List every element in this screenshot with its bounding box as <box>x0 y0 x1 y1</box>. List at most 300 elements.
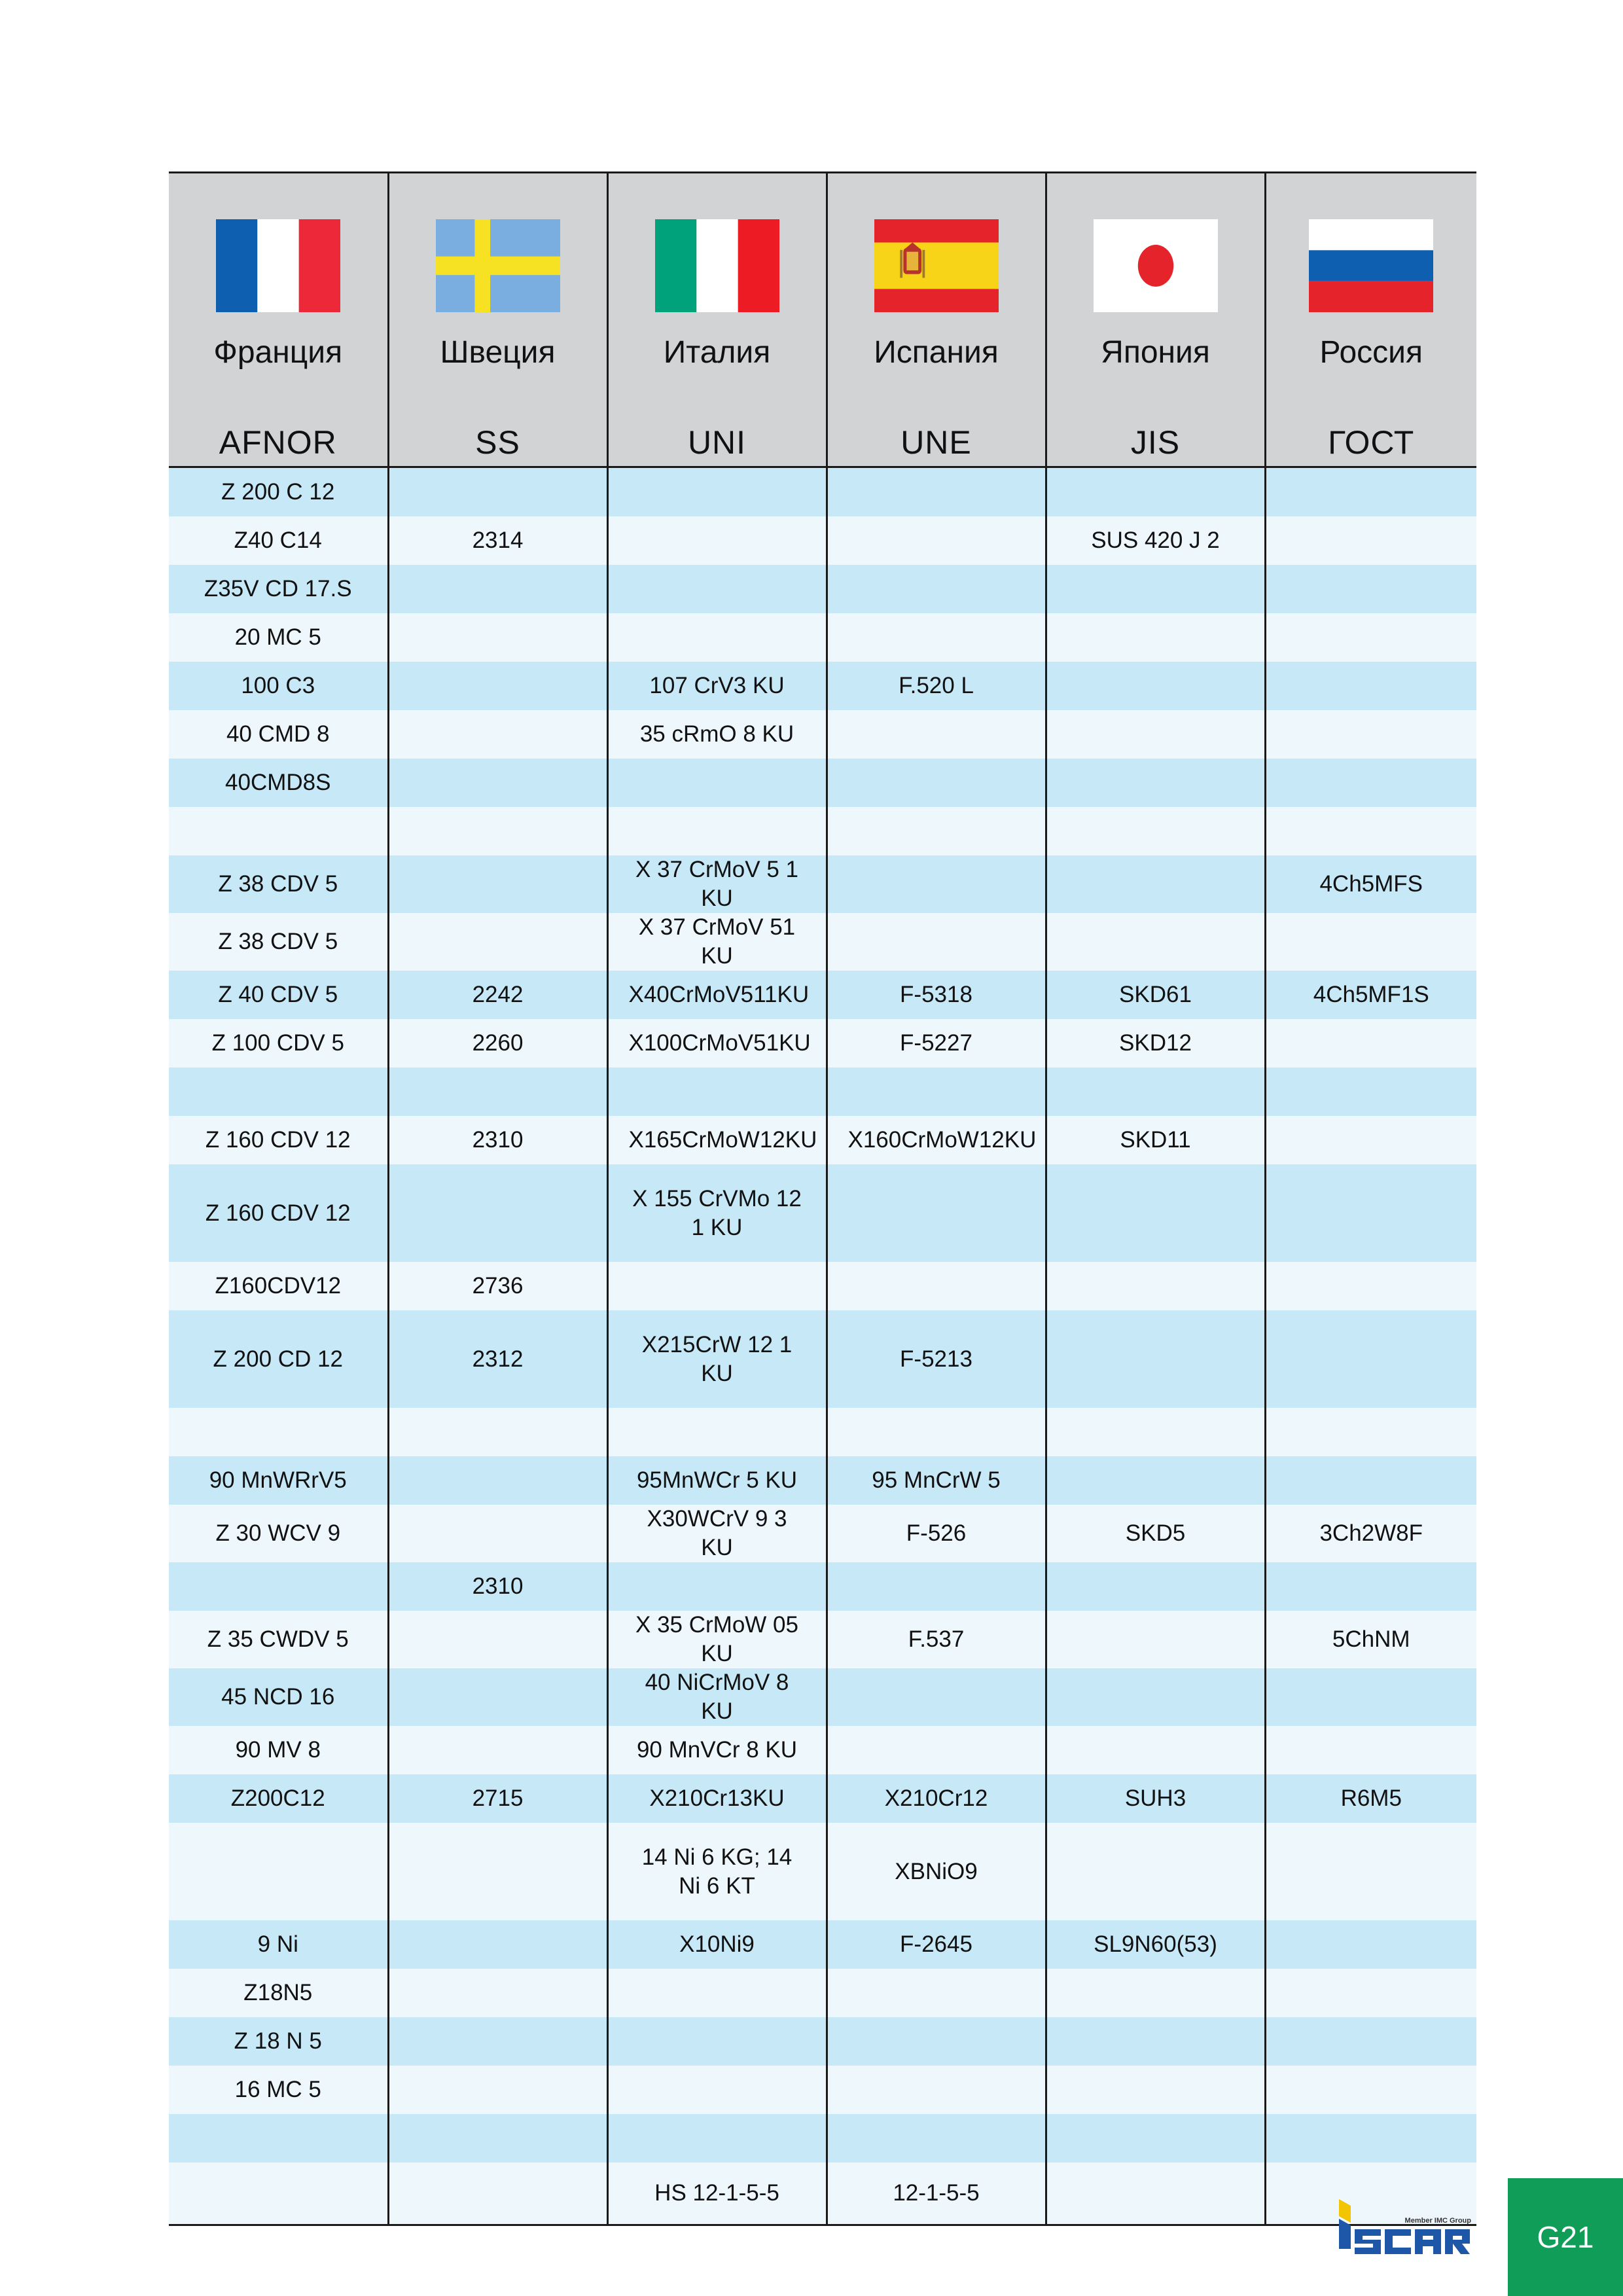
table-row <box>169 1611 1476 1668</box>
grade-cell-jis <box>1046 1164 1265 1262</box>
grade-cell-гост <box>1265 1456 1476 1505</box>
grade-value: Z 160 CDV 12 <box>205 1200 351 1226</box>
grade-value: F-526 <box>906 1520 967 1546</box>
grade-cell-uni <box>607 1164 827 1262</box>
grade-value: X160CrMoW12KU <box>847 1127 1037 1153</box>
column-header-sweden <box>388 173 607 467</box>
grade-cell-гост <box>1265 1774 1476 1823</box>
grade-cell-jis <box>1046 1774 1265 1823</box>
grade-cell-ss <box>388 2162 607 2225</box>
grade-cell-afnor <box>169 1408 388 1456</box>
grade-value: SKD5 <box>1125 1520 1186 1546</box>
grade-cell-jis <box>1046 1408 1265 1456</box>
grade-cell-гост <box>1265 1920 1476 1969</box>
sweden-flag-icon <box>436 219 560 312</box>
iscar-logo <box>1336 2197 1472 2257</box>
grade-cell-ss <box>388 1164 607 1262</box>
grade-cell-uni <box>607 1408 827 1456</box>
grade-value: 2314 <box>472 528 524 553</box>
grade-value: 100 C3 <box>241 673 315 698</box>
standard-label: JIS <box>1130 424 1181 461</box>
grade-cell-une <box>827 1668 1046 1726</box>
grade-cell-une <box>827 1562 1046 1611</box>
grade-cell-une <box>827 710 1046 759</box>
grade-cell-une <box>827 1505 1046 1562</box>
grade-cell-гост <box>1265 1668 1476 1726</box>
table-row <box>169 1969 1476 2017</box>
grade-cell-uni <box>607 710 827 759</box>
grade-cell-jis <box>1046 1823 1265 1920</box>
grade-cell-ss <box>388 710 607 759</box>
grade-cell-гост <box>1265 2114 1476 2162</box>
grade-cell-ss <box>388 2114 607 2162</box>
grade-cell-une <box>827 1920 1046 1969</box>
grade-cell-afnor <box>169 1262 388 1310</box>
table-row <box>169 613 1476 662</box>
logo-tagline: Member IMC Group <box>1404 2217 1471 2225</box>
grade-value: Z 35 CWDV 5 <box>207 1626 349 1652</box>
grade-cell-jis <box>1046 1920 1265 1969</box>
standard-label: UNE <box>901 424 972 461</box>
table-row <box>169 565 1476 613</box>
grade-cell-une <box>827 1823 1046 1920</box>
grade-cell-uni <box>607 2162 827 2225</box>
grade-cell-гост <box>1265 807 1476 855</box>
grade-cell-une <box>827 1116 1046 1164</box>
grade-cell-afnor <box>169 855 388 913</box>
grade-value: Z 38 CDV 5 <box>218 871 338 897</box>
grade-cell-afnor <box>169 662 388 710</box>
grade-cell-une <box>827 1774 1046 1823</box>
grade-cell-ss <box>388 913 607 971</box>
grade-cell-jis <box>1046 1019 1265 1067</box>
grade-value: 35 cRmO 8 KU <box>639 721 794 747</box>
grade-cell-гост <box>1265 1019 1476 1067</box>
grade-cell-une <box>827 2162 1046 2225</box>
grade-cell-jis <box>1046 1310 1265 1408</box>
grade-cell-гост <box>1265 2066 1476 2114</box>
table-row <box>169 1456 1476 1505</box>
grade-cell-jis <box>1046 710 1265 759</box>
grade-cell-uni <box>607 1505 827 1562</box>
grade-cell-uni <box>607 1611 827 1668</box>
grade-value: SKD12 <box>1119 1030 1192 1056</box>
grade-cell-afnor <box>169 1164 388 1262</box>
grade-cell-afnor <box>169 1920 388 1969</box>
grade-cell-afnor <box>169 2114 388 2162</box>
grade-cell-ss <box>388 759 607 807</box>
grade-cell-ss <box>388 2017 607 2066</box>
grade-cell-uni <box>607 1920 827 1969</box>
grade-cell-ss <box>388 1116 607 1164</box>
grade-cell-uni <box>607 1019 827 1067</box>
grade-value: 16 MC 5 <box>234 2077 321 2102</box>
grade-value: X30WCrV 9 3 KU <box>647 1506 787 1560</box>
grade-cell-une <box>827 2066 1046 2114</box>
grade-cell-afnor <box>169 759 388 807</box>
grade-cell-ss <box>388 1726 607 1774</box>
table-row <box>169 807 1476 855</box>
grade-cell-uni <box>607 1456 827 1505</box>
grade-cell-ss <box>388 1505 607 1562</box>
grade-value: SUH3 <box>1124 1785 1186 1811</box>
grade-cell-une <box>827 1164 1046 1262</box>
table-row <box>169 1774 1476 1823</box>
grade-cell-jis <box>1046 1562 1265 1611</box>
grade-cell-ss <box>388 516 607 565</box>
grade-cell-jis <box>1046 467 1265 517</box>
grade-cell-afnor <box>169 1823 388 1920</box>
grade-cell-une <box>827 1310 1046 1408</box>
grade-cell-une <box>827 1611 1046 1668</box>
italy-flag-icon <box>655 219 779 312</box>
grade-value: 95 MnCrW 5 <box>872 1467 1001 1493</box>
grade-cell-гост <box>1265 971 1476 1019</box>
grade-value: X210Cr13KU <box>649 1785 785 1811</box>
table-row <box>169 1408 1476 1456</box>
grade-cell-uni <box>607 1116 827 1164</box>
grade-value: F-5318 <box>900 982 972 1007</box>
grade-cell-uni <box>607 1774 827 1823</box>
grade-cell-uni <box>607 467 827 517</box>
table-row <box>169 1823 1476 1920</box>
grade-cell-jis <box>1046 1611 1265 1668</box>
grade-value: Z160CDV12 <box>215 1273 342 1299</box>
page-number-tab <box>1508 2178 1623 2296</box>
grade-cell-ss <box>388 1611 607 1668</box>
table-row <box>169 913 1476 971</box>
grade-cell-une <box>827 913 1046 971</box>
grade-value: Z 40 CDV 5 <box>218 982 338 1007</box>
grade-value: X 37 CrMoV 51 KU <box>638 914 796 969</box>
grade-value: 20 MC 5 <box>234 624 321 650</box>
table-row <box>169 1726 1476 1774</box>
grade-cell-ss <box>388 1408 607 1456</box>
grade-cell-jis <box>1046 1116 1265 1164</box>
grade-cell-uni <box>607 2017 827 2066</box>
grade-cell-jis <box>1046 1067 1265 1116</box>
grade-cell-afnor <box>169 807 388 855</box>
grade-cell-гост <box>1265 1505 1476 1562</box>
grade-cell-гост <box>1265 1562 1476 1611</box>
grade-cell-jis <box>1046 565 1265 613</box>
grade-cell-jis <box>1046 2114 1265 2162</box>
grade-cell-afnor <box>169 913 388 971</box>
table-row <box>169 1116 1476 1164</box>
country-label: Швеция <box>440 335 556 370</box>
table-row <box>169 971 1476 1019</box>
grade-value: 45 NCD 16 <box>221 1684 335 1710</box>
grade-cell-jis <box>1046 759 1265 807</box>
grade-value: F-5213 <box>900 1346 972 1372</box>
grade-value: F-2645 <box>900 1931 972 1957</box>
grade-cell-une <box>827 1969 1046 2017</box>
grade-value: Z 38 CDV 5 <box>218 929 338 954</box>
table-row <box>169 2162 1476 2225</box>
grade-value: X100CrMoV51KU <box>628 1030 811 1056</box>
standard-label: AFNOR <box>219 424 337 461</box>
grade-cell-jis <box>1046 971 1265 1019</box>
grade-cell-гост <box>1265 1067 1476 1116</box>
table-row <box>169 467 1476 517</box>
grade-cell-une <box>827 807 1046 855</box>
grade-cell-ss <box>388 971 607 1019</box>
page-number: G21 <box>1537 2220 1594 2254</box>
grade-cell-гост <box>1265 1611 1476 1668</box>
grade-cell-afnor <box>169 1562 388 1611</box>
country-label: Россия <box>1319 335 1423 370</box>
grade-value: R6M5 <box>1340 1785 1402 1811</box>
grade-value: 90 MnWRrV5 <box>209 1467 347 1493</box>
standard-label: UNI <box>687 424 747 461</box>
grade-value: F.537 <box>908 1626 965 1652</box>
grade-value: 14 Ni 6 KG; 14 Ni 6 KT <box>641 1844 793 1899</box>
table-row <box>169 1262 1476 1310</box>
grade-cell-ss <box>388 1920 607 1969</box>
grade-cell-afnor <box>169 1116 388 1164</box>
grade-value: 2242 <box>472 982 524 1007</box>
grade-cell-jis <box>1046 1668 1265 1726</box>
grade-cell-uni <box>607 1969 827 2017</box>
grade-cell-uni <box>607 613 827 662</box>
grade-value: Z 160 CDV 12 <box>205 1127 351 1153</box>
table-row <box>169 2017 1476 2066</box>
grade-cell-afnor <box>169 516 388 565</box>
grade-cell-гост <box>1265 1823 1476 1920</box>
russia-flag-icon <box>1309 219 1433 312</box>
grade-cell-afnor <box>169 710 388 759</box>
grade-cell-afnor <box>169 1067 388 1116</box>
country-label: Испания <box>874 335 999 370</box>
grade-cell-uni <box>607 2066 827 2114</box>
column-header-spain <box>827 173 1046 467</box>
grade-cell-ss <box>388 1823 607 1920</box>
grade-cell-uni <box>607 913 827 971</box>
grade-cell-jis <box>1046 2162 1265 2225</box>
grade-cell-ss <box>388 1019 607 1067</box>
table-row <box>169 1019 1476 1067</box>
grade-value: X165CrMoW12KU <box>628 1127 817 1153</box>
grade-value: HS 12-1-5-5 <box>654 2180 779 2206</box>
grade-value: Z 100 CDV 5 <box>211 1030 344 1056</box>
grade-cell-ss <box>388 565 607 613</box>
grade-value: 9 Ni <box>257 1931 298 1957</box>
column-header-russia <box>1265 173 1476 467</box>
grade-cell-afnor <box>169 1456 388 1505</box>
table-body <box>169 467 1476 2225</box>
grade-cell-гост <box>1265 1408 1476 1456</box>
grade-cell-afnor <box>169 2017 388 2066</box>
grade-cell-une <box>827 467 1046 517</box>
grade-cell-гост <box>1265 613 1476 662</box>
grade-cell-jis <box>1046 613 1265 662</box>
table-row <box>169 2114 1476 2162</box>
grade-value: F.520 L <box>899 673 974 698</box>
table-row <box>169 710 1476 759</box>
grade-cell-afnor <box>169 971 388 1019</box>
grade-cell-гост <box>1265 1310 1476 1408</box>
grade-value: 2310 <box>472 1127 524 1153</box>
country-label: Франция <box>213 335 343 370</box>
country-label: Япония <box>1101 335 1210 370</box>
grade-cell-uni <box>607 1562 827 1611</box>
grade-cell-jis <box>1046 1262 1265 1310</box>
grade-cell-гост <box>1265 913 1476 971</box>
grade-value: F-5227 <box>900 1030 972 1056</box>
grade-cell-afnor <box>169 1505 388 1562</box>
table-row <box>169 855 1476 913</box>
column-header-japan <box>1046 173 1265 467</box>
standard-label: ГОСТ <box>1328 424 1415 461</box>
grade-cell-uni <box>607 565 827 613</box>
grade-cell-гост <box>1265 1164 1476 1262</box>
grade-cell-une <box>827 565 1046 613</box>
grade-value: Z 18 N 5 <box>234 2028 322 2054</box>
standard-label: SS <box>475 424 520 461</box>
grade-cell-uni <box>607 1310 827 1408</box>
grade-value: 2312 <box>472 1346 524 1372</box>
grade-cell-гост <box>1265 759 1476 807</box>
grade-cell-jis <box>1046 2017 1265 2066</box>
grade-value: X 155 CrVMo 12 1 KU <box>632 1185 802 1240</box>
grade-value: Z 30 WCV 9 <box>215 1520 341 1546</box>
grade-cell-jis <box>1046 1456 1265 1505</box>
grade-value: 95MnWCr 5 KU <box>636 1467 798 1493</box>
grade-cell-ss <box>388 1969 607 2017</box>
grade-value: 40 CMD 8 <box>226 721 330 747</box>
grade-value: 40CMD8S <box>225 770 331 795</box>
grade-cell-uni <box>607 855 827 913</box>
grade-value: 4Ch5MF1S <box>1313 982 1429 1007</box>
grade-cell-une <box>827 759 1046 807</box>
grade-cell-afnor <box>169 1611 388 1668</box>
grade-cell-afnor <box>169 1726 388 1774</box>
grade-cell-une <box>827 2017 1046 2066</box>
grade-cell-jis <box>1046 2066 1265 2114</box>
grade-value: SKD11 <box>1120 1127 1191 1153</box>
grade-cell-ss <box>388 1067 607 1116</box>
grade-cell-une <box>827 1262 1046 1310</box>
grade-cell-ss <box>388 613 607 662</box>
column-header-italy <box>607 173 827 467</box>
france-flag-icon <box>216 219 340 312</box>
table-row <box>169 1505 1476 1562</box>
grade-cell-гост <box>1265 1116 1476 1164</box>
grade-cell-uni <box>607 1668 827 1726</box>
grade-cell-гост <box>1265 2017 1476 2066</box>
grade-cell-jis <box>1046 1726 1265 1774</box>
grade-value: Z 200 C 12 <box>221 479 335 505</box>
grade-cell-jis <box>1046 1505 1265 1562</box>
grade-cell-afnor <box>169 1774 388 1823</box>
grade-cell-une <box>827 855 1046 913</box>
grade-value: 12-1-5-5 <box>893 2180 980 2206</box>
grade-cell-гост <box>1265 467 1476 517</box>
grade-cell-гост <box>1265 710 1476 759</box>
grade-cell-uni <box>607 1726 827 1774</box>
grade-cell-гост <box>1265 662 1476 710</box>
grade-cell-afnor <box>169 565 388 613</box>
grade-cell-гост <box>1265 1726 1476 1774</box>
table-row <box>169 1920 1476 1969</box>
grade-cell-une <box>827 1019 1046 1067</box>
grade-cell-ss <box>388 807 607 855</box>
grade-cell-afnor <box>169 467 388 517</box>
grade-cell-uni <box>607 807 827 855</box>
table-row <box>169 759 1476 807</box>
grade-value: X 37 CrMoV 5 1 KU <box>635 857 798 911</box>
grade-cell-une <box>827 516 1046 565</box>
grade-value: 4Ch5MFS <box>1319 871 1423 897</box>
grade-value: 90 MnVCr 8 KU <box>636 1737 798 1763</box>
table-row <box>169 2066 1476 2114</box>
grade-cell-une <box>827 1456 1046 1505</box>
grade-cell-afnor <box>169 1668 388 1726</box>
grade-value: Z 200 CD 12 <box>213 1346 343 1372</box>
grade-cell-jis <box>1046 913 1265 971</box>
grade-value: Z40 C14 <box>234 528 322 553</box>
grade-cell-uni <box>607 971 827 1019</box>
grade-value: 2715 <box>472 1785 524 1811</box>
grade-value: XBNiO9 <box>895 1858 978 1884</box>
grade-cell-ss <box>388 662 607 710</box>
grade-cell-une <box>827 1067 1046 1116</box>
grade-value: 5ChNM <box>1332 1626 1410 1652</box>
grade-cell-uni <box>607 1067 827 1116</box>
grade-cell-гост <box>1265 565 1476 613</box>
table-row <box>169 1668 1476 1726</box>
grade-cell-ss <box>388 1774 607 1823</box>
grade-cell-jis <box>1046 516 1265 565</box>
grade-value: X215CrW 12 1 KU <box>641 1331 793 1386</box>
grade-value: X210Cr12 <box>884 1785 988 1811</box>
grade-value: 90 MV 8 <box>235 1737 321 1763</box>
grade-cell-гост <box>1265 1262 1476 1310</box>
grade-cell-uni <box>607 516 827 565</box>
grade-cell-une <box>827 613 1046 662</box>
grade-cell-ss <box>388 1668 607 1726</box>
grade-cell-ss <box>388 2066 607 2114</box>
grade-cell-ss <box>388 1310 607 1408</box>
grade-cell-ss <box>388 1456 607 1505</box>
grade-cell-une <box>827 662 1046 710</box>
table-row <box>169 1067 1476 1116</box>
grade-value: Z35V CD 17.S <box>204 576 352 601</box>
grade-cell-afnor <box>169 1310 388 1408</box>
grade-cell-гост <box>1265 516 1476 565</box>
grade-value: Z200C12 <box>230 1785 325 1811</box>
grade-value: 2736 <box>472 1273 524 1299</box>
grade-value: 107 CrV3 KU <box>649 673 785 698</box>
grade-cell-une <box>827 1726 1046 1774</box>
grade-cell-jis <box>1046 1969 1265 2017</box>
grade-value: SL9N60(53) <box>1094 1931 1217 1957</box>
grade-value: X 35 CrMoW 05 KU <box>635 1612 798 1666</box>
grade-cell-afnor <box>169 1019 388 1067</box>
grade-cell-uni <box>607 759 827 807</box>
grade-value: 2310 <box>472 1573 524 1599</box>
steel-grade-comparison-table <box>169 171 1476 2226</box>
grade-cell-une <box>827 971 1046 1019</box>
table-row <box>169 1164 1476 1262</box>
table-row <box>169 1310 1476 1408</box>
grade-value: Z18N5 <box>243 1980 313 2005</box>
grade-value: 2260 <box>472 1030 524 1056</box>
grade-value: X40CrMoV511KU <box>628 982 810 1007</box>
table-row <box>169 516 1476 565</box>
grade-cell-afnor <box>169 2066 388 2114</box>
table-row <box>169 1562 1476 1611</box>
